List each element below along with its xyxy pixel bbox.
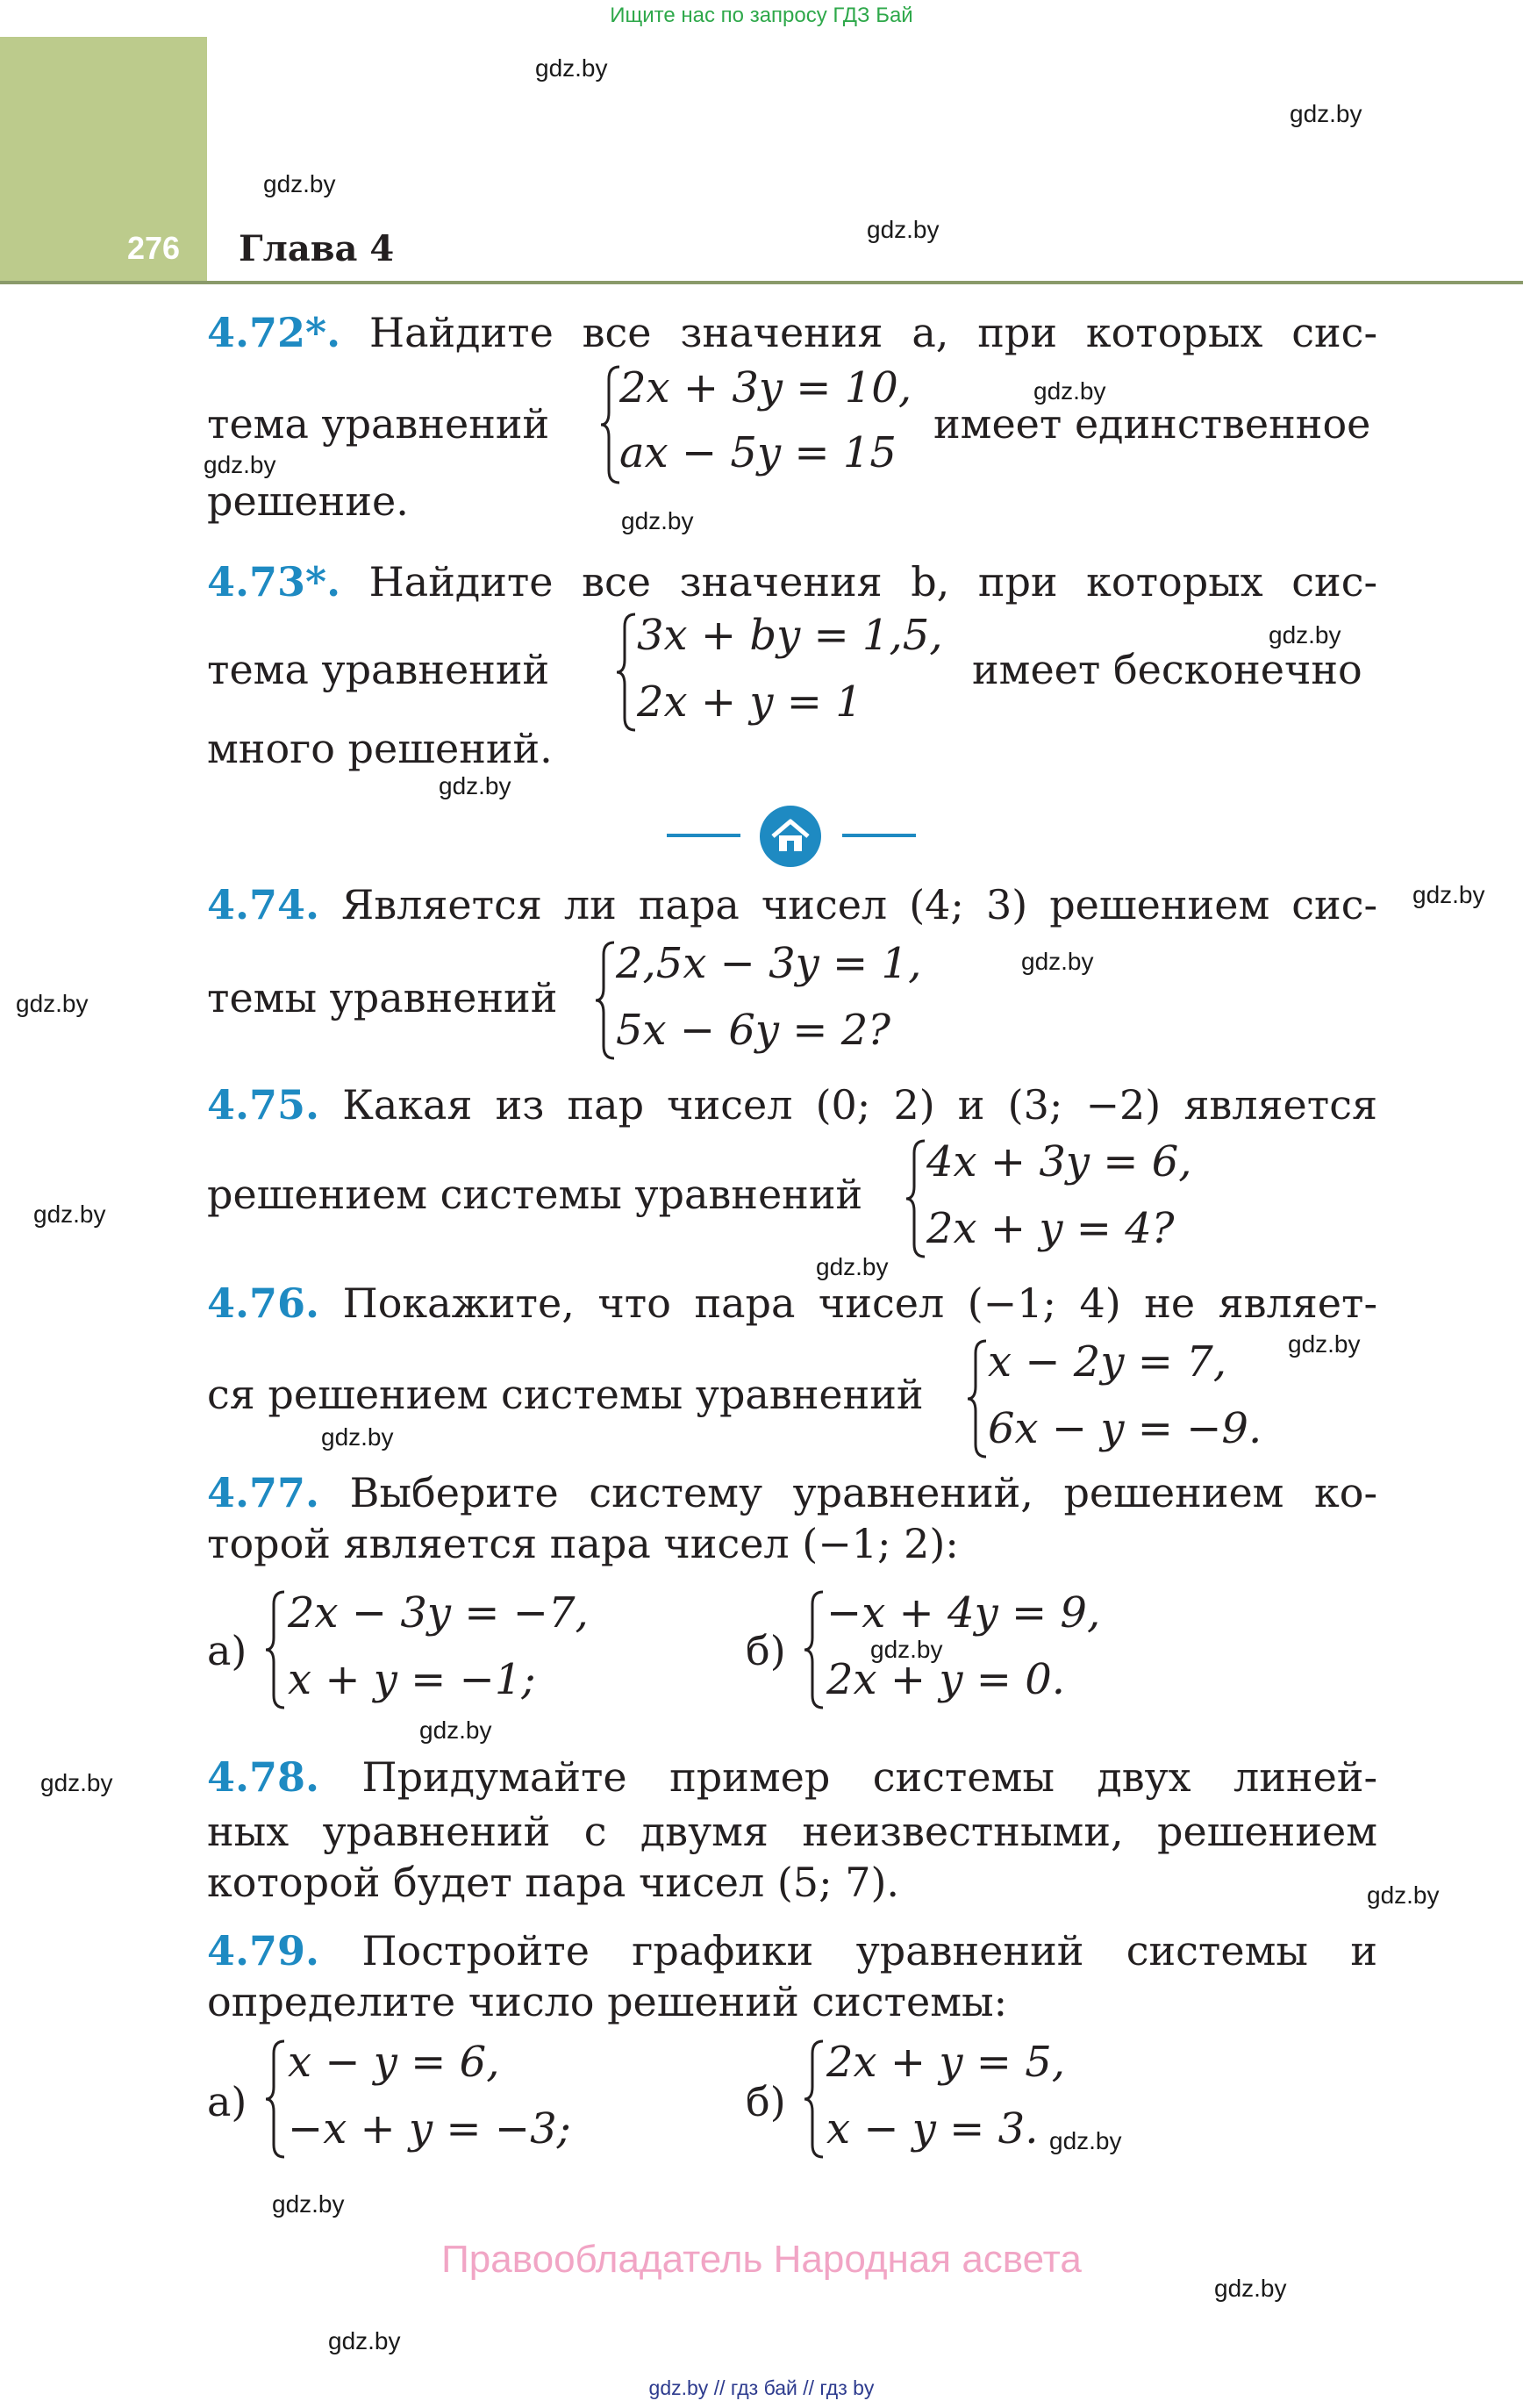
equation-system	[263, 1588, 597, 1711]
watermark: gdz.by	[439, 772, 511, 799]
problem-4-74-line1	[207, 878, 1377, 932]
watermark: gdz.by	[16, 990, 89, 1017]
equation: x − 2y = 7,	[988, 1337, 1226, 1387]
problem-number: 4.79.	[207, 1927, 320, 1974]
equation: 2,5x − 3y = 1,	[616, 939, 922, 988]
chapter-title: Глава 4	[239, 228, 395, 269]
watermark: gdz.by	[40, 1769, 113, 1796]
equation-system	[598, 363, 914, 486]
option-label: б)	[746, 2078, 786, 2125]
problem-text: определите число решений системы:	[207, 1978, 1008, 2025]
problem-number: 4.72*.	[207, 309, 341, 356]
problem-text: тема уравнений	[207, 646, 550, 693]
rights-notice: Правообладатель Народная асвета	[441, 2238, 1082, 2281]
watermark: gdz.by	[321, 1423, 394, 1451]
problem-text: Найдите все значения b, при которых сис-	[368, 558, 1378, 606]
equation: 5x − 6y = 2?	[616, 1006, 891, 1055]
brace-icon	[263, 1588, 290, 1711]
option-label: а)	[207, 1627, 247, 1674]
watermark: gdz.by	[272, 2190, 345, 2218]
equation-system	[614, 611, 947, 734]
brace-icon	[263, 2038, 290, 2161]
watermark: gdz.by	[1290, 100, 1362, 127]
problem-number: 4.76.	[207, 1279, 320, 1327]
equation-system	[965, 1337, 1298, 1460]
problem-text: Является ли пара чисел (4; 3) решением сис-	[341, 881, 1378, 928]
header-divider	[0, 281, 1523, 284]
equation: 2x + y = 0.	[826, 1655, 1065, 1704]
home-icon	[760, 806, 821, 867]
problem-text: ся решением системы уравнений	[207, 1371, 924, 1418]
watermark: gdz.by	[328, 2327, 401, 2354]
problem-text: тема уравнений	[207, 400, 550, 448]
watermark: gdz.by	[263, 170, 336, 197]
watermark: gdz.by	[621, 507, 694, 534]
problem-number: 4.77.	[207, 1469, 320, 1516]
brace-icon	[802, 1588, 828, 1711]
problem-text: Постройте графики уравнений системы и	[361, 1927, 1378, 1974]
problem-4-73-line1	[207, 555, 1377, 609]
equation-system	[904, 1137, 1237, 1260]
problem-number: 4.73*.	[207, 558, 341, 606]
section-divider-line	[667, 834, 740, 837]
watermark: gdz.by	[419, 1716, 492, 1744]
problem-4-77-line1	[207, 1466, 1377, 1520]
top-banner[interactable]: Ищите нас по запросу ГДЗ Бай	[610, 4, 913, 27]
watermark: gdz.by	[33, 1200, 106, 1228]
equation: 2x + y = 1	[637, 677, 862, 727]
problem-text: ных уравнений с двумя неизвестными, решением	[207, 1808, 1377, 1855]
brace-icon	[802, 2038, 828, 2161]
equation-system	[802, 1588, 1135, 1711]
equation: 3x + by = 1,5,	[637, 611, 943, 660]
problem-text: темы уравнений	[207, 974, 558, 1021]
problem-number: 4.75.	[207, 1081, 320, 1129]
watermark: gdz.by	[1412, 881, 1485, 908]
problem-text: решением системы уравнений	[207, 1171, 863, 1218]
equation: x + y = −1;	[288, 1655, 536, 1704]
section-divider-line	[842, 834, 916, 837]
problem-text: Выберите систему уравнений, решением ко-	[349, 1469, 1377, 1516]
problem-4-79-line1	[207, 1924, 1377, 1978]
problem-text: много решений.	[207, 725, 553, 772]
equation: 2x − 3y = −7,	[288, 1588, 589, 1638]
problem-4-75-line1	[207, 1078, 1377, 1132]
watermark: gdz.by	[1049, 2127, 1122, 2154]
problem-text: которой будет пара чисел (5; 7).	[207, 1859, 900, 1906]
equation: 2x + y = 4?	[926, 1204, 1175, 1253]
watermark: gdz.by	[1288, 1330, 1361, 1358]
equation-system	[593, 939, 926, 1062]
problem-number: 4.78.	[207, 1753, 320, 1801]
watermark: gdz.by	[867, 216, 940, 243]
equation: x − y = 6,	[288, 2038, 500, 2087]
problem-text: имеет единственное	[933, 400, 1371, 448]
problem-4-72-line1	[207, 305, 1377, 360]
footer-links[interactable]: gdz.by // гдз бай // гдз by	[648, 2376, 875, 2399]
problem-number: 4.74.	[207, 881, 320, 928]
page-number: 276	[127, 230, 181, 266]
equation: 6x − y = −9.	[988, 1404, 1262, 1453]
problem-4-76-line1	[207, 1276, 1377, 1330]
option-label: б)	[746, 1627, 786, 1674]
watermark: gdz.by	[1269, 621, 1341, 649]
problem-text: имеет бесконечно	[972, 646, 1362, 693]
equation: ax − 5y = 15	[619, 428, 897, 477]
watermark: gdz.by	[535, 54, 608, 82]
equation-system	[263, 2038, 597, 2161]
equation: x − y = 3.	[826, 2104, 1039, 2154]
problem-4-78-line1	[207, 1750, 1377, 1804]
problem-text: Найдите все значения a, при которых сис-	[368, 309, 1377, 356]
watermark: gdz.by	[1033, 377, 1106, 405]
problem-text: Какая из пар чисел (0; 2) и (3; −2) является	[342, 1081, 1377, 1129]
watermark: gdz.by	[1021, 948, 1094, 975]
problem-text: Придумайте пример системы двух линей-	[361, 1753, 1377, 1801]
equation: 4x + 3y = 6,	[926, 1137, 1192, 1186]
equation: 2x + 3y = 10,	[619, 363, 912, 412]
watermark: gdz.by	[204, 451, 276, 478]
watermark: gdz.by	[870, 1636, 943, 1663]
watermark: gdz.by	[1367, 1881, 1440, 1909]
option-label: а)	[207, 2078, 247, 2125]
watermark: gdz.by	[816, 1253, 889, 1280]
equation: −x + y = −3;	[288, 2104, 571, 2154]
watermark: gdz.by	[1214, 2275, 1287, 2302]
problem-text: Покажите, что пара чисел (−1; 4) не являет-	[342, 1279, 1377, 1327]
equation: 2x + y = 5,	[826, 2038, 1065, 2087]
problem-text: торой является пара чисел (−1; 2):	[207, 1520, 959, 1567]
problem-text: решение.	[207, 477, 409, 525]
equation: −x + 4y = 9,	[826, 1588, 1101, 1638]
